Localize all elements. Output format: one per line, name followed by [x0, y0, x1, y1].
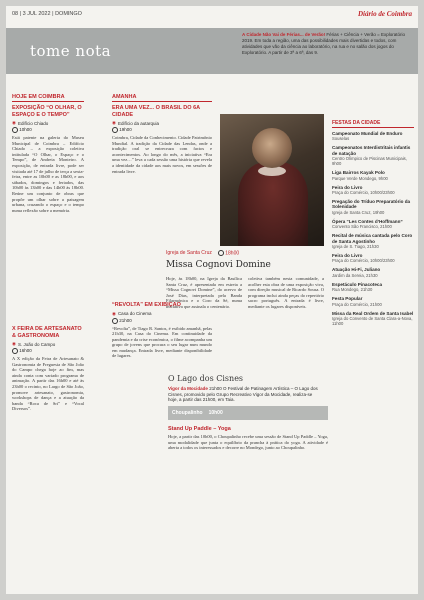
clock-icon [218, 250, 224, 256]
feature-venue-line [166, 250, 239, 256]
sidebar-item [332, 219, 414, 229]
stand-up-article [168, 426, 328, 586]
location-pin-icon: ◉ [12, 341, 16, 346]
feature-photo [220, 114, 324, 246]
venue: ◉ Edifício Chiado [12, 120, 49, 126]
stand-body: Hoje, a partir das 10h00, o Choupalinho recebe uma sessão de Stand Up Paddle – Yoga, uma modalidade que junta o equilíbrio da prancha à prática do yoga. A atividade é aberta a todos os interessados e decorre no Mondego, junto ao Choupalinho. [168, 434, 328, 451]
article-body: Está patente na galeria do Museu Municipal de Coimbra – Edifício Chiado – a exposição coletiva intitulada “O Olhar, o Espaço e o Tempo”, de Andreia Monteiro. A exposição, de entrada livre, pode ser visitada até 17 de julho de terça a sexta-feira, entre as 10h00 e as 18h00, e aos sábados, domingos e feriados, das 10h00 às 13h00 e das 14h00 às 18h00. Reúne um conjunto de obras que propõe um olhar sobre a paisagem urbana, cruzando o espaço e o tempo numa reflexão sobre a memória. [12, 135, 84, 213]
lower-title: O Lago dos Cisnes [168, 374, 244, 383]
sidebar-item [332, 199, 414, 215]
bar-time: 10h00 [208, 410, 223, 416]
sidebar-list [332, 131, 414, 326]
page-header [6, 6, 418, 22]
feature-time: 18h00 [218, 250, 239, 256]
sidebar-head: FESTAS DA CIDADE [332, 120, 414, 128]
venue: ◉ S. João do Campo [12, 341, 56, 347]
sidebar-item-detail: Praça do Comércio, 10h00/23h00 [332, 190, 395, 196]
stand-title: Stand Up Paddle – Yoga [168, 426, 231, 432]
sidebar-item-title: Feira do Livro [332, 253, 363, 259]
feature-body-a: Hoje, às 18h00, na Igreja da Basílica Santa Cruz, é apresentada em estreia a “Missa Cognovi Domine”, do acervo de José Dias, interpretada pela Banda Filarmónica e o Coro da Sé, numa iniciativa que assinala o centenário. [166, 276, 242, 309]
event-time: 16h00 [12, 348, 84, 354]
sidebar-item-title: Recital de música cantada pelo Coro de Santa Agostinho [332, 233, 413, 244]
sidebar-item-detail: Souselas [332, 136, 350, 142]
bar-venue: Choupalinho [172, 410, 203, 416]
article-body: “Revolta”, de Tiago R. Santos, é exibido amanhã, pelas 21h30, na Casa do Cinema. Em continuidade da pandemia e da crise económica, o filme acompanha um grupo de jovens que procura o seu lugar num mundo em mudança. Entrada livre, mediante disponibilidade de lugares. [112, 325, 212, 359]
sidebar-item-detail: Convento São Francisco, 21h00 [332, 224, 392, 230]
article-title: X FEIRA DE ARTESANATO & GASTRONOMIA [12, 326, 82, 339]
article-title: “REVOLTA” EM EXIBIÇÃO [112, 302, 181, 308]
feature-title: Missa Cognovi Domine [166, 260, 271, 270]
sidebar-item-detail: Centro Olímpico de Piscinas Municipais, 9h00 [332, 156, 407, 167]
event-time: 19h00 [112, 127, 212, 133]
sidebar-item-title: Festa Popular [332, 296, 363, 302]
sidebar-item [332, 170, 414, 180]
location-pin-icon: ◉ [112, 310, 116, 316]
sidebar-item-detail: Igreja de S. Tiago, 21h30 [332, 244, 379, 250]
event-time: 10h00 [12, 127, 84, 133]
event-bar [168, 406, 328, 420]
column-head: AMANHÃ [112, 94, 212, 102]
sidebar-item-detail: Jardim da Sereia, 21h30 [332, 272, 378, 278]
newspaper-page [6, 6, 418, 594]
sidebar-item-detail: Rua Mondego, 21h30 [332, 287, 373, 293]
feature-venue: Igreja de Santa Cruz [166, 250, 212, 256]
page-info: 08 | 3 JUL 2022 | DOMINGO [12, 11, 82, 17]
festas-sidebar [332, 120, 414, 590]
article-title: ERA UMA VEZ... O BRASIL DO 6A CIDADE [112, 105, 200, 118]
sidebar-item [332, 185, 414, 195]
sidebar-item-detail: Praça do Comércio, 21h00 [332, 301, 382, 307]
clock-icon [12, 127, 18, 133]
column-head: HOJE EM COIMBRA [12, 94, 84, 102]
article-title: EXPOSIÇÃO “O OLHAR, O ESPAÇO E O TEMPO” [12, 105, 82, 118]
sidebar-item-detail: Parque Verde Mondego, 9h00 [332, 175, 388, 181]
clock-icon [112, 318, 118, 324]
location-pin-icon: ◉ [12, 120, 16, 125]
sidebar-item-title: Campeonatos Interdistritais infantis de natação [332, 145, 411, 156]
sidebar-item [332, 267, 414, 277]
sidebar-item-title: Ópera “Les Contes d’Hoffmann” [332, 218, 403, 224]
top-caption: A Cidade Não Vai de Férias... de Verão! Férias + Ciência + Verão = Exploratório 2019. Em toda a região, uma das possibilidades mais divertidas e todos, com atividades que vão da ciência ao laboratório, na rua e no salão dos jogos do Exploratório. A partir de 3ª a 6ª, das 9. [242, 32, 406, 55]
sidebar-item [332, 131, 414, 141]
sidebar-item-detail: Igreja de Santa Cruz, 19h00 [332, 209, 385, 215]
sidebar-item-detail: Igreja do Convento de Santa Clara-a-Nova, 11h00 [332, 316, 413, 327]
masthead-logo: Diário de Coimbra [357, 10, 412, 18]
article-body: A X edição da Feira de Artesanato & Gastronomia de Freguesia de São João do Campo chega hoje ao fim, mas ainda conta com variado programa de animação. A partir das 16h00 e até às 23h00 o recinto, no Largo de São João, promove artesanato, gastronomia, workshops de dança e a atuação da banda “Roca de Sri” e “Vocal Diversos”. [12, 356, 84, 412]
article-body: Coimbra, Cidade da Conhecimento. Cidade Patrimônio Mundial. A tradição da Cidade das Lendas, onde a tradição oral se entrecruza com factos e acontecimentos. Ao longo do mês, a iniciativa “Era uma vez…” leva a cada sessão uma história que revela a identidade da cidade aos mais novos, em sessões de entrada livre. [112, 135, 212, 174]
sidebar-item-title: Missa da Real Ordem de Santa Isabel [332, 310, 414, 316]
sidebar-item-title: Campeonato Mundial de Enduro [332, 131, 403, 136]
sidebar-item-title: Espetáculo Pinacoteca [332, 281, 383, 287]
clock-icon [112, 127, 118, 133]
sidebar-item-title: Feira do Livro [332, 184, 363, 190]
sidebar-item [332, 253, 414, 263]
sidebar-item [332, 145, 414, 166]
sidebar-item [332, 282, 414, 292]
sidebar-item-title: Pregação do Tríduo Preparatório da Solenidade [332, 199, 411, 210]
clock-icon [12, 348, 18, 354]
sidebar-item-detail: Praça do Comércio, 10h00/23h00 [332, 258, 395, 264]
venue: ◉ Edifício da autarquia [112, 120, 159, 126]
sidebar-item [332, 233, 414, 249]
column-today [12, 94, 84, 304]
venue: ◉ Casa do Cinema [112, 310, 152, 316]
column-fair [12, 326, 84, 586]
feature-body-b: coletiva também nesta comunidade, a acolher esta obra de uma exposição viva, com direção musical de Ricardo Sousa. O programa inclui ainda peças do repertório sacro português. A entrada é livre, mediante os lugares disponíveis. [248, 276, 324, 309]
sidebar-item-title: Liga Bairros Kayak Polo [332, 170, 385, 176]
sidebar-item-title: Atuação Hi-Fi, Juliano [332, 267, 381, 273]
location-pin-icon: ◉ [112, 120, 116, 125]
event-time: 21h00 [112, 318, 212, 324]
section-title: tome nota [30, 42, 112, 60]
sidebar-item [332, 296, 414, 306]
portrait-head [252, 128, 292, 168]
sidebar-item [332, 311, 414, 326]
lower-meta: Vigor da Mocidade 21h00 O Festival de Patinagem Artística – O Lago dos Cisnes, promovido pelo Grupo Recreativo Vigor da Mocidade, realiza-se hoje, a partir das 21h00, em Taia. [168, 386, 318, 403]
